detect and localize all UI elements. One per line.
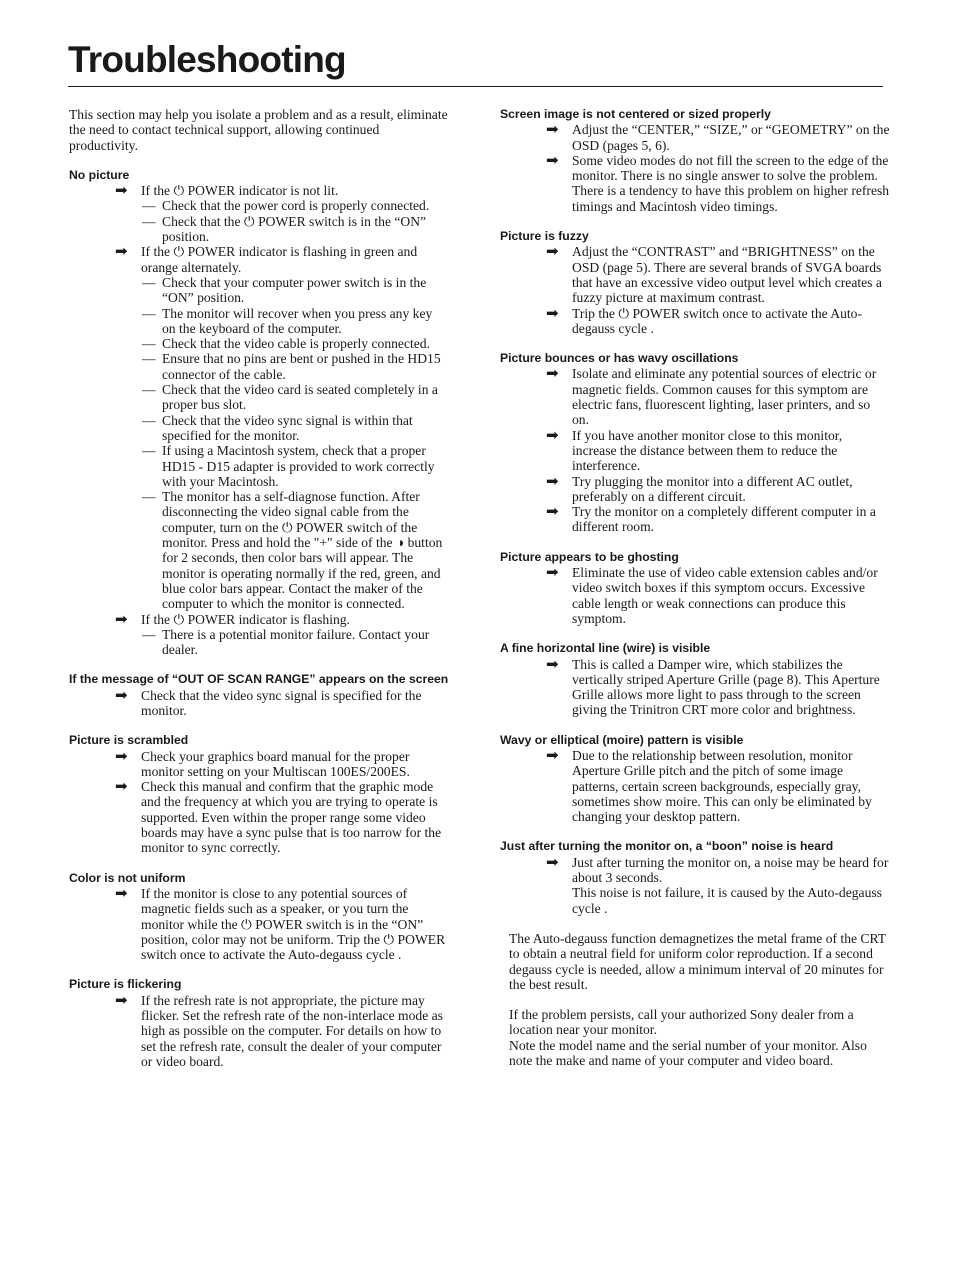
sub-item bbox=[69, 214, 449, 245]
arrow-right-icon: ➡ bbox=[546, 425, 559, 444]
section-heading: No picture bbox=[69, 167, 130, 182]
arrow-right-icon: ➡ bbox=[546, 471, 559, 490]
sub-item-text: The monitor has a self-diagnose function. After disconnecting the video signal cable from the computer, turn on the ⏻ POWER switch of the monitor. Press and hold the "+" side of the ◑ button for 2 seconds, then color bars will appear. The monitor is operating normally if the red, green, and blue color bars appear. Contact the maker of the computer to which the monitor is connected. bbox=[162, 489, 443, 612]
dash-marker: — bbox=[142, 198, 156, 214]
dash-marker: — bbox=[142, 626, 156, 642]
arrow-right-icon: ➡ bbox=[546, 364, 559, 383]
sub-item-text: If using a Macintosh system, check that a proper HD15 - D15 adapter is provided to work correctly with your Macintosh. bbox=[162, 443, 435, 489]
intro-paragraph: This section may help you isolate a problem and as a result, eliminate the need to contact technical support, allowing continued productivity. bbox=[69, 107, 448, 153]
sub-item-text: Check that the power cord is properly connected. bbox=[162, 198, 430, 214]
arrow-right-icon: ➡ bbox=[546, 502, 559, 521]
bullet-text: Try the monitor on a completely different computer in a different room. bbox=[572, 504, 876, 535]
dash-marker: — bbox=[142, 412, 156, 428]
troubleshoot-section bbox=[69, 977, 449, 1069]
bullet-item bbox=[69, 779, 449, 855]
section-heading: Picture is flickering bbox=[69, 977, 182, 992]
sub-item bbox=[69, 443, 449, 489]
arrow-right-icon: ➡ bbox=[546, 150, 559, 169]
bullet-text: If the ⏻ POWER indicator is not lit. bbox=[141, 183, 339, 199]
sub-item bbox=[69, 413, 449, 444]
bullet-text: If the ⏻ POWER indicator is flashing in green and orange alternately. bbox=[141, 244, 418, 275]
sub-item bbox=[69, 382, 449, 413]
bullet-text: Just after turning the monitor on, a noise may be heard for about 3 seconds. bbox=[572, 854, 889, 886]
arrow-right-icon: ➡ bbox=[115, 990, 128, 1009]
bullet-item bbox=[500, 244, 890, 305]
arrow-right-icon: ➡ bbox=[115, 181, 128, 200]
bullet-item bbox=[69, 883, 449, 963]
arrow-right-icon: ➡ bbox=[115, 242, 128, 261]
section-heading: If the message of “OUT OF SCAN RANGE” appears on the screen bbox=[69, 672, 449, 687]
troubleshoot-section bbox=[69, 168, 449, 658]
dash-marker: — bbox=[142, 305, 156, 321]
bullet-item bbox=[500, 122, 890, 153]
arrow-right-icon: ➡ bbox=[115, 746, 128, 765]
bullet-text: This is called a Damper wire, which stabilizes the vertically striped Aperture Grille (page 8). This Aperture Grille allows more light to pass through to the screen giving the Trinitron CRT more color and brightness. bbox=[572, 656, 880, 718]
dash-marker: — bbox=[142, 213, 156, 229]
section-heading: A fine horizontal line (wire) is visible bbox=[500, 641, 711, 656]
troubleshoot-section bbox=[69, 672, 449, 718]
sub-item bbox=[69, 489, 449, 611]
arrow-right-icon: ➡ bbox=[546, 852, 559, 871]
sub-item-text: The monitor will recover when you press any key on the keyboard of the computer. bbox=[162, 305, 433, 336]
bullet-text: Adjust the “CONTRAST” and “BRIGHTNESS” on the OSD (page 5). There are several brands of SVGA boards that have an excessive video output level which creates a fuzzy picture at maximum contrast. bbox=[572, 244, 882, 306]
arrow-right-icon: ➡ bbox=[546, 563, 559, 582]
section-heading: Wavy or elliptical (moire) pattern is visible bbox=[500, 732, 744, 747]
sub-item bbox=[69, 275, 449, 306]
bullet-item bbox=[69, 990, 449, 1069]
section-heading: Picture is fuzzy bbox=[500, 229, 589, 244]
sub-item bbox=[69, 306, 449, 337]
section-heading: Picture appears to be ghosting bbox=[500, 549, 679, 564]
right-column bbox=[500, 107, 890, 1083]
dash-marker: — bbox=[142, 336, 156, 352]
troubleshoot-section bbox=[500, 107, 890, 214]
bullet-text: If the ⏻ POWER indicator is flashing. bbox=[141, 611, 350, 627]
bullet-item bbox=[500, 425, 890, 474]
troubleshoot-section bbox=[500, 229, 890, 336]
bullet-continuation: This noise is not failure, it is caused by the Auto-degauss cycle . bbox=[572, 885, 882, 916]
arrow-right-icon: ➡ bbox=[115, 609, 128, 628]
bullet-text: If you have another monitor close to this monitor, increase the distance between them to reduce the interference. bbox=[572, 427, 843, 474]
sub-item bbox=[69, 351, 449, 382]
bullet-text: Check your graphics board manual for the proper monitor setting on your Multiscan 100ES/200ES. bbox=[141, 748, 410, 779]
arrow-right-icon: ➡ bbox=[546, 242, 559, 261]
left-column bbox=[69, 107, 449, 1084]
section-heading: Picture bounces or has wavy oscillations bbox=[500, 351, 739, 366]
dash-marker: — bbox=[142, 489, 156, 505]
dealer-note-text: If the problem persists, call your authorized Sony dealer from a location near your monitor. bbox=[509, 1007, 854, 1038]
bullet-text: If the refresh rate is not appropriate, the picture may flicker. Set the refresh rate of the non-interlace mode as high as possible on the computer. For details on how to set the refresh rate, consult the dealer of your computer or video board. bbox=[141, 992, 443, 1069]
bullet-text: Check that the video sync signal is specified for the monitor. bbox=[141, 687, 422, 718]
bullet-item bbox=[69, 685, 449, 719]
bullet-text: Isolate and eliminate any potential sources of electric or magnetic fields. Common causes for this symptom are electric fans, fluorescent lighting, laser printers, and so on. bbox=[572, 366, 877, 428]
sub-item bbox=[69, 627, 449, 658]
bullet-text: If the monitor is close to any potential sources of magnetic fields such as a speaker, or you turn the monitor while the ⏻ POWER switch is in the “ON” position, color may not be uniform. Trip the ⏻ POWER switch once to activate the Auto-degauss cycle . bbox=[141, 885, 446, 963]
dash-marker: — bbox=[142, 382, 156, 398]
right-sections bbox=[500, 107, 890, 916]
arrow-right-icon: ➡ bbox=[546, 654, 559, 673]
troubleshoot-section bbox=[500, 351, 890, 535]
troubleshoot-section bbox=[500, 550, 890, 626]
troubleshoot-section bbox=[500, 641, 890, 717]
sub-item-text: Check that the video cable is properly connected. bbox=[162, 336, 430, 352]
bullet-item bbox=[500, 745, 890, 825]
title-rule bbox=[68, 86, 883, 87]
sub-item-text: There is a potential monitor failure. Contact your dealer. bbox=[162, 626, 430, 658]
bullet-text: Check this manual and confirm that the graphic mode and the frequency at which you are trying to operate is supported. Even within the proper range some video boards may have a sync pulse that is too narrow for the monitor to sync correctly. bbox=[141, 779, 442, 856]
page-title: Troubleshooting bbox=[68, 39, 346, 80]
arrow-right-icon: ➡ bbox=[115, 777, 128, 796]
troubleshoot-section bbox=[500, 733, 890, 825]
sub-item-text: Check that the video card is seated completely in a proper bus slot. bbox=[162, 382, 438, 413]
sub-item-text: Check that the video sync signal is within that specified for the monitor. bbox=[162, 412, 413, 443]
sub-item bbox=[69, 198, 449, 213]
degauss-note bbox=[509, 931, 890, 992]
bullet-item bbox=[500, 366, 890, 427]
bullet-item bbox=[500, 852, 890, 886]
bullet-text: Some video modes do not fill the screen to the edge of the monitor. There is no single answer to solve the problem. There is a tendency to have this problem on higher refresh timings and Macintosh video timings. bbox=[572, 152, 890, 214]
arrow-right-icon: ➡ bbox=[546, 303, 559, 322]
bullet-item bbox=[500, 150, 890, 214]
model-note-text: Note the model name and the serial number of your monitor. Also note the make and name of your computer and video board. bbox=[509, 1037, 867, 1069]
dealer-note bbox=[509, 1007, 890, 1068]
bullet-text: Eliminate the use of video cable extension cables and/or video switch boxes if this symptom occurs. Excessive cable length or weak connections can produce this symptom. bbox=[572, 565, 878, 626]
bullet-text: Due to the relationship between resolution, monitor Aperture Grille pitch and the pitch of some image patterns, certain screen backgrounds, especially gray, sometimes show moire. This can only be eliminated by changing your desktop pattern. bbox=[572, 747, 872, 825]
troubleshoot-section bbox=[69, 733, 449, 855]
dash-marker: — bbox=[142, 351, 156, 367]
arrow-right-icon: ➡ bbox=[115, 883, 128, 902]
sub-item-text: Check that your computer power switch is in the “ON” position. bbox=[162, 274, 427, 306]
arrow-right-icon: ➡ bbox=[546, 120, 559, 139]
bullet-text: Trip the ⏻ POWER switch once to activate the Auto-degauss cycle . bbox=[572, 305, 863, 336]
degauss-note-text: The Auto-degauss function demagnetizes the metal frame of the CRT to obtain a neutral field for uniform color reproduction. If a second degauss cycle is needed, allow a minimum interval of 20 minutes for the best result. bbox=[509, 930, 886, 992]
sub-item bbox=[69, 336, 449, 351]
arrow-right-icon: ➡ bbox=[546, 745, 559, 764]
bullet-item bbox=[69, 746, 449, 780]
bullet-item bbox=[500, 471, 890, 505]
sub-item-text: Ensure that no pins are bent or pushed in the HD15 connector of the cable. bbox=[162, 351, 441, 382]
bullet-text: Try plugging the monitor into a different AC outlet, preferably on a different circuit. bbox=[572, 473, 853, 504]
bullet-item bbox=[69, 183, 449, 198]
troubleshoot-section bbox=[500, 839, 890, 915]
dash-marker: — bbox=[142, 443, 156, 459]
bullet-item bbox=[500, 654, 890, 718]
section-heading: Screen image is not centered or sized properly bbox=[500, 107, 771, 121]
section-heading: Picture is scrambled bbox=[69, 733, 189, 748]
sub-item-text: Check that the ⏻ POWER switch is in the “ON” position. bbox=[162, 213, 427, 245]
bullet-item bbox=[500, 565, 890, 626]
left-sections bbox=[69, 168, 449, 1069]
bullet-item bbox=[69, 244, 449, 275]
section-heading: Color is not uniform bbox=[69, 870, 186, 885]
section-heading: Just after turning the monitor on, a “boon” noise is heard bbox=[500, 839, 834, 854]
bullet-item bbox=[500, 504, 890, 535]
arrow-right-icon: ➡ bbox=[115, 685, 128, 704]
bullet-text: Adjust the “CENTER,” “SIZE,” or “GEOMETRY” on the OSD (pages 5, 6). bbox=[572, 122, 890, 153]
bullet-item bbox=[500, 303, 890, 337]
troubleshoot-section bbox=[69, 871, 449, 963]
dash-marker: — bbox=[142, 274, 156, 290]
bullet-item bbox=[69, 609, 449, 628]
